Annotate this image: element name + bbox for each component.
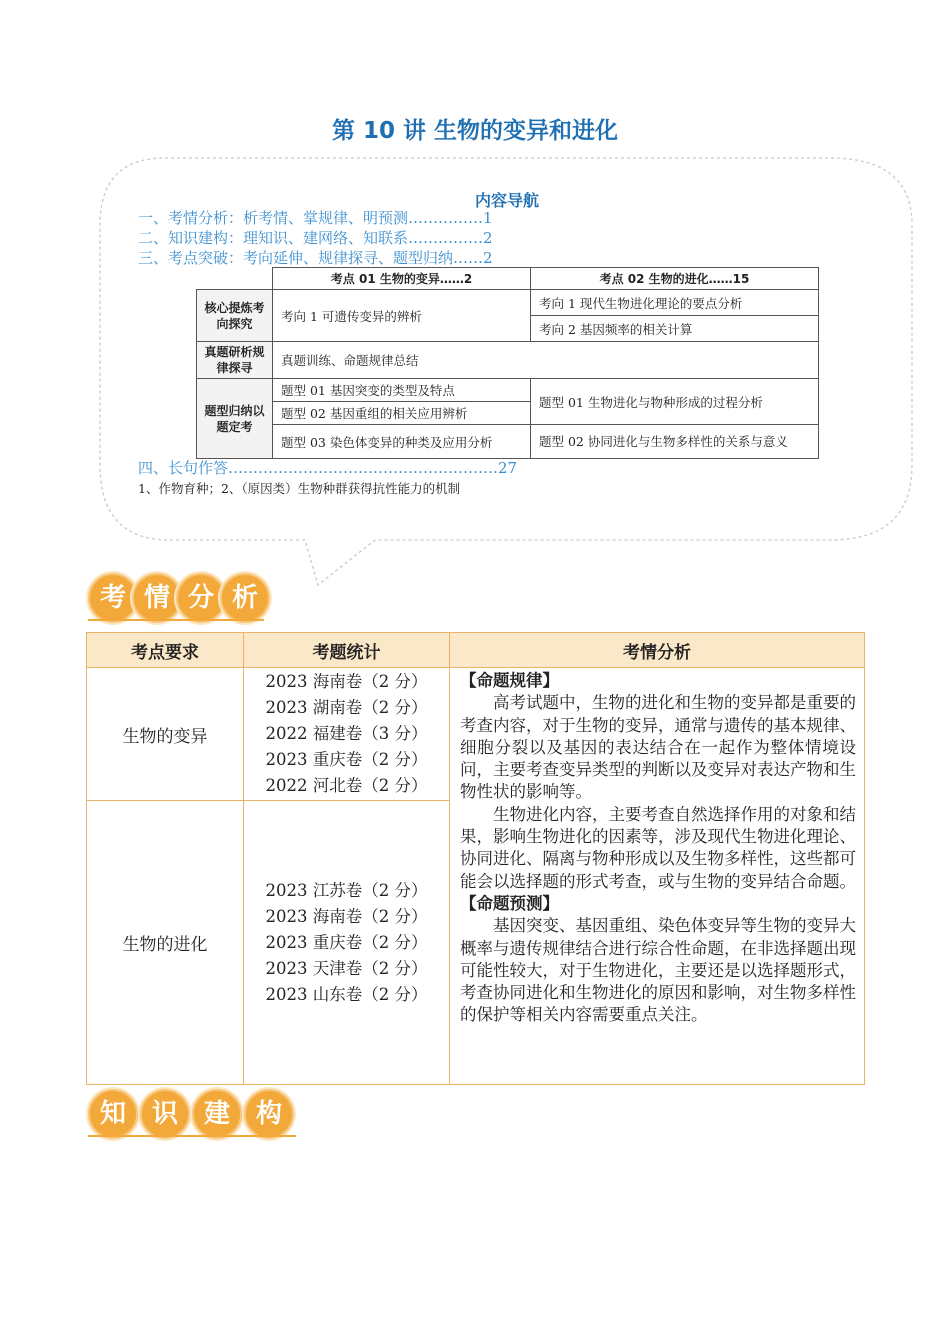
- rule-paragraph-2: 生物进化内容，主要考查自然选择作用的对象和结果，影响生物进化的因素等，涉及现代生物进化理论、协同进化、隔离与物种形成以及生物多样性，这些都可能会以选择题的形式考查，或与生物的变异结合命题。: [460, 804, 856, 891]
- direction-1-evolution[interactable]: 考向 1 现代生物进化理论的要点分析: [531, 290, 819, 316]
- question-type-02-evolution[interactable]: 题型 02 协同进化与生物多样性的关系与意义: [531, 425, 819, 459]
- row-head-question-types: 题型归纳以题定考: [197, 379, 273, 459]
- banner-char: 情: [132, 573, 182, 623]
- banner-char: 识: [140, 1089, 190, 1139]
- direction-1-variation[interactable]: 考向 1 可遗传变异的辨析: [273, 290, 531, 342]
- toc-item-analysis[interactable]: 一、考情分析：析考情、掌规律、明预测……………1: [138, 209, 493, 227]
- question-type-02-variation[interactable]: 题型 02 基因重组的相关应用辨析: [273, 402, 531, 425]
- stat-item: 2023 湖南卷（2 分）: [265, 698, 428, 717]
- banner-char: 分: [176, 573, 226, 623]
- knowledge-construction-banner: [88, 1089, 298, 1139]
- stat-item: 2023 天津卷（2 分）: [265, 958, 428, 978]
- direction-2-evolution[interactable]: 考向 2 基因频率的相关计算: [531, 316, 819, 342]
- stat-item: 2023 海南卷（2 分）: [265, 672, 428, 691]
- row-head-real-exam: 真题研析规律探寻: [197, 342, 273, 379]
- stat-item: 2023 重庆卷（2 分）: [265, 932, 428, 952]
- navigation-heading: 内容导航: [474, 191, 539, 210]
- analysis-content: [450, 668, 865, 1085]
- banner-char: 构: [244, 1089, 294, 1139]
- prediction-title: 【命题预测】: [460, 893, 559, 913]
- header-analysis: 考情分析: [450, 633, 865, 668]
- banner-char: 考: [88, 573, 138, 623]
- header-topic: 考点要求: [87, 633, 244, 668]
- page-title: 第 10 讲 生物的变异和进化: [331, 118, 619, 144]
- topic-02-header[interactable]: 考点 02 生物的进化……15: [531, 268, 819, 290]
- question-type-01-evolution[interactable]: 题型 01 生物进化与物种形成的过程分析: [531, 379, 819, 425]
- stat-item: 2023 江苏卷（2 分）: [265, 880, 428, 900]
- rule-title: 【命题规律】: [460, 671, 559, 690]
- prediction-paragraph: 基因突变、基因重组、染色体变异等生物的变异大概率与遗传规律结合进行综合性命题，在非选择题出现可能性较大，对于生物进化，主要还是以选择题形式，考查协同进化和生物进化的原因和影响，对生物多样性的保护等相关内容需要重点关注。: [460, 916, 856, 1025]
- stat-item: 2022 福建卷（3 分）: [265, 724, 428, 743]
- banner-char: 建: [192, 1089, 242, 1139]
- stats-evolution: [244, 801, 450, 1085]
- toc-item-long-answer[interactable]: 四、长句作答………………………………………………27: [138, 459, 518, 477]
- stat-item: 2023 重庆卷（2 分）: [265, 750, 428, 769]
- stat-item: 2023 山东卷（2 分）: [265, 984, 428, 1004]
- banner-char: 析: [220, 573, 270, 623]
- question-type-01-variation[interactable]: 题型 01 基因突变的类型及特点: [273, 379, 531, 402]
- topic-01-header[interactable]: 考点 01 生物的变异……2: [273, 268, 531, 290]
- long-answer-subtopics: 1、作物育种；2、（原因类）生物种群获得抗性能力的机制: [138, 481, 461, 496]
- topic-evolution: 生物的进化: [87, 801, 244, 1085]
- topic-variation: 生物的变异: [87, 668, 244, 801]
- stats-variation: [244, 668, 450, 801]
- question-type-03-variation[interactable]: 题型 03 染色体变异的种类及应用分析: [273, 425, 531, 459]
- toc-item-breakthrough[interactable]: 三、考点突破：考向延伸、规律探寻、题型归纳……2: [138, 249, 493, 267]
- stat-item: 2022 河北卷（2 分）: [265, 776, 428, 795]
- header-stats: 考题统计: [244, 633, 450, 668]
- exam-analysis-banner: [88, 573, 266, 623]
- row-head-core: 核心提炼考向探究: [197, 290, 273, 342]
- exam-analysis-table: [86, 632, 865, 1085]
- stat-item: 2023 海南卷（2 分）: [265, 906, 428, 926]
- navigation-table: [196, 267, 819, 459]
- real-exam-content[interactable]: 真题训练、命题规律总结: [273, 342, 819, 379]
- toc-item-knowledge[interactable]: 二、知识建构：理知识、建网络、知联系……………2: [138, 229, 493, 247]
- rule-paragraph-1: 高考试题中，生物的进化和生物的变异都是重要的考查内容，对于生物的变异，通常与遗传的基本规律、细胞分裂以及基因的表达结合在一起作为整体情境设问，主要考查变异类型的判断以及变异对表达产物和生物性状的影响等。: [460, 693, 856, 802]
- banner-char: 知: [88, 1089, 138, 1139]
